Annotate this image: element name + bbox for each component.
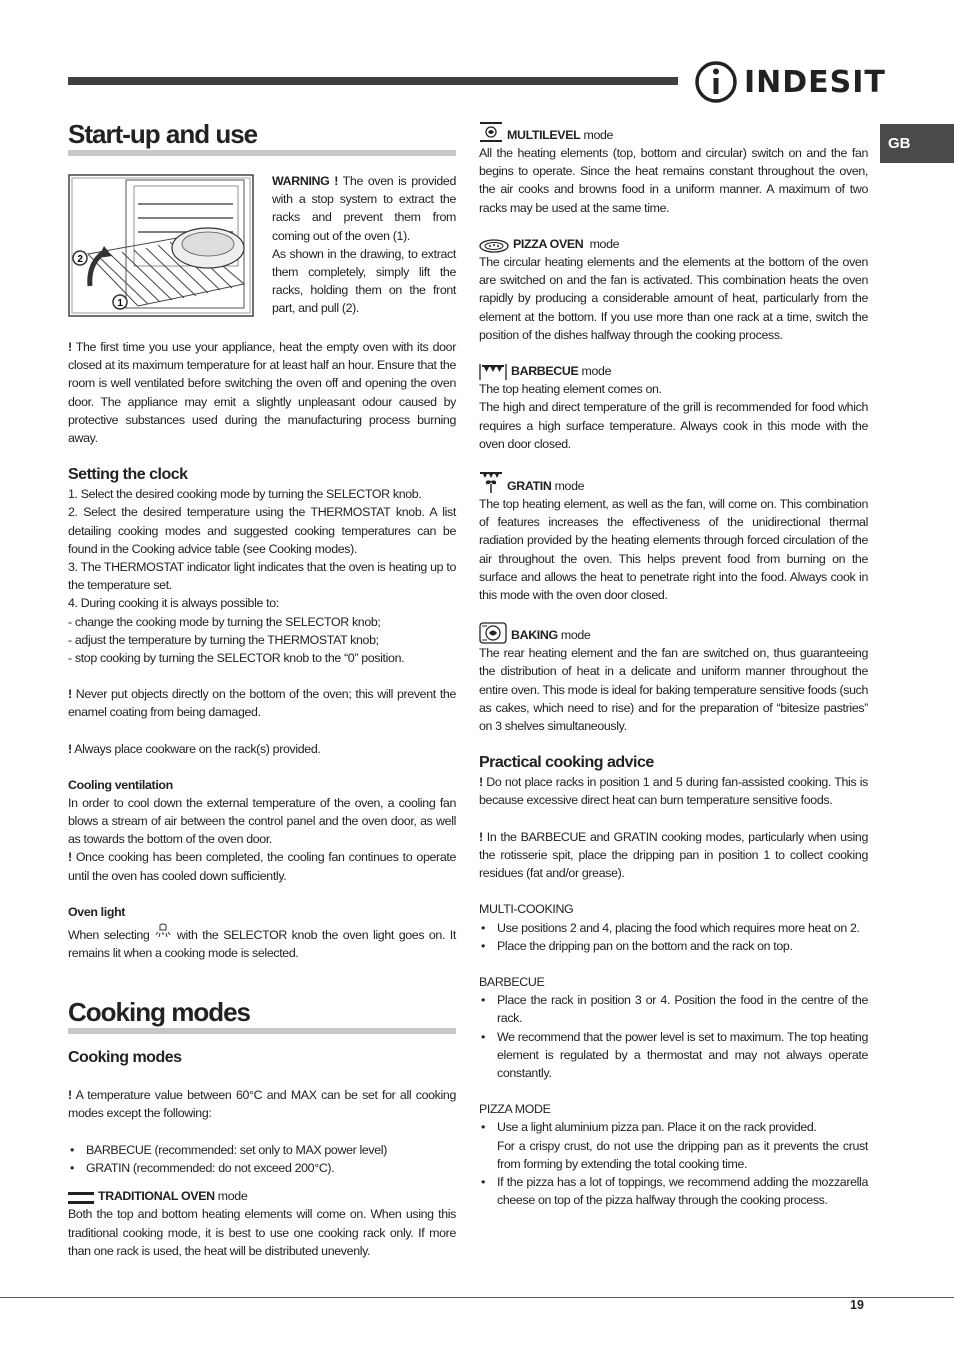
exclamation-mark: ! bbox=[68, 850, 72, 865]
mode-word: mode bbox=[217, 1189, 248, 1204]
barbecue-mode-heading bbox=[479, 362, 868, 380]
figure-label-2: 2 bbox=[77, 254, 83, 265]
pizza-mode-text: The circular heating elements and the elements at the bottom of the oven are switched on and the fan is activated. This combination heats the oven rapidly by producing a considerable amount of heat, particularly from the element at the bottom. If you use more than one rack at a time, switch the position of the dishes halfway through the cooking process. bbox=[479, 255, 868, 342]
clock-step-4: 4. During cooking it is always possible to: bbox=[68, 596, 279, 611]
bullet: • bbox=[481, 938, 485, 953]
pizza-mode-name: PIZZA OVEN bbox=[513, 236, 584, 251]
multilevel-icon bbox=[479, 120, 503, 144]
list-item bbox=[479, 991, 868, 1027]
list-item bbox=[68, 1141, 456, 1159]
mode-word: mode bbox=[581, 364, 612, 379]
warning-paragraph bbox=[272, 172, 456, 318]
cooling-title: Cooling ventilation bbox=[68, 777, 173, 792]
pizza-advice-item-1b: For a crispy crust, do not use the dripping pan as it prevents the crust from forming by extending the total cooking time. bbox=[497, 1138, 868, 1171]
exception-barbecue: BARBECUE (recommended: set only to MAX power level) bbox=[86, 1142, 387, 1157]
gratin-mode-text: The top heating element, as well as the fan, will come on. This combination of features increases the effectiveness of the unidirectional thermal radiation provided by the heating elements through forced circulation of the air throughout the oven. This helps prevent food from burning on the surface and allows the heat to penetrate right into the food. Always cook in this mode with the oven door closed. bbox=[479, 497, 868, 603]
clock-step-2: 2. Select the desired temperature using the THERMOSTAT knob. A list detailing cooking modes and suggested cooking temperatures can be found in the Cooking advice table (see Cooking modes). bbox=[68, 505, 456, 556]
advice-title: Practical cooking advice bbox=[479, 754, 654, 772]
pizza-advice-list bbox=[479, 1118, 868, 1209]
multi-cooking-list bbox=[479, 919, 868, 955]
left-column bbox=[68, 118, 456, 1260]
multilevel-mode-text: All the heating elements (top, bottom and circular) switch on and the fan begins to operate. Since the heat remains constant throughout the oven, the air cooks and browns food in a uniform manner. A maximum of two racks may be used at the same time. bbox=[479, 146, 868, 215]
oven-light-text-after: with the SELECTOR knob the oven light goes on. It remains lit when a cooking mode is selected. bbox=[68, 927, 456, 961]
list-item bbox=[479, 1173, 868, 1209]
cooking-modes-title: Cooking modes bbox=[68, 996, 456, 1034]
temperature-note bbox=[68, 1086, 456, 1122]
bullet: • bbox=[70, 1160, 74, 1175]
cookware-text: Always place cookware on the rack(s) provided. bbox=[71, 741, 321, 756]
list-item bbox=[479, 937, 868, 955]
barbecue-icon bbox=[479, 364, 507, 380]
pizza-advice-item-2: If the pizza has a lot of toppings, we recommend adding the mozzarella cheese on top of the pizza halfway through the cooking process. bbox=[497, 1174, 868, 1208]
brand-wordmark: INDESIT bbox=[744, 64, 886, 100]
language-tab: GB bbox=[880, 124, 954, 163]
exclamation-mark: ! bbox=[479, 775, 483, 790]
exclamation-mark: ! bbox=[68, 1088, 72, 1103]
baking-icon bbox=[479, 622, 507, 644]
startup-title: Start-up and use bbox=[68, 118, 456, 156]
warning-text: The oven is provided with a stop system to extract the racks and prevent them from coming out of the oven (1). bbox=[272, 174, 456, 243]
exclamation-mark: ! bbox=[68, 741, 72, 756]
brand-logo bbox=[694, 58, 886, 106]
oven-light-title: Oven light bbox=[68, 904, 126, 919]
bullet: • bbox=[481, 1174, 485, 1189]
clock-step-1: 1. Select the desired cooking mode by turning the SELECTOR knob. bbox=[68, 487, 422, 502]
baking-mode-text: The rear heating element and the fan are switched on, thus guaranteeing the distribution of heat in a delicate and uniform manner throughout the entire oven. This mode is ideal for baking temperature sensitive foods (such as cakes, which need to rise) and for the preparation of “bitesize pastries” on 3 shelves simultaneously. bbox=[479, 646, 868, 734]
pizza-mode-heading bbox=[479, 235, 868, 253]
clock-option-2: - adjust the temperature by turning the THERMOSTAT knob; bbox=[68, 632, 379, 647]
exception-list bbox=[68, 1141, 456, 1177]
cooking-modes-subtitle: Cooking modes bbox=[68, 1049, 182, 1067]
traditional-mode-name: TRADITIONAL OVEN bbox=[98, 1189, 215, 1204]
multi-cooking-item-2: Place the dripping pan on the bottom and the rack on top. bbox=[497, 938, 793, 953]
cooling-note-text: Once cooking has been completed, the cooling fan continues to operate until the oven has cooled down sufficiently. bbox=[68, 850, 456, 883]
advice-note-2-text: In the BARBECUE and GRATIN cooking modes, particularly when using the rotisserie spit, place the dripping pan in position 1 to collect cooking residues (fat and/or grease). bbox=[479, 829, 868, 881]
barbecue-advice-list bbox=[479, 991, 868, 1082]
clock-title: Setting the clock bbox=[68, 466, 188, 484]
temperature-note-text: A temperature value between 60°C and MAX can be set for all cooking modes except the following: bbox=[68, 1088, 456, 1121]
advice-note-1-text: Do not place racks in position 1 and 5 during fan-assisted cooking. This is because excessive direct heat can burn temperature sensitive foods. bbox=[479, 775, 868, 808]
rack-extraction-figure bbox=[68, 174, 254, 317]
cooling-text: In order to cool down the external temperature of the oven, a cooling fan blows a stream of air between the control panel and the oven door, as well as towards the bottom of the oven door. bbox=[68, 795, 456, 847]
bullet: • bbox=[481, 993, 485, 1008]
bottom-objects-text: Never put objects directly on the bottom of the oven; this will prevent the enamel coating from being damaged. bbox=[68, 687, 456, 720]
exclamation-mark: ! bbox=[68, 340, 72, 354]
exception-gratin: GRATIN (recommended: do not exceed 200°C). bbox=[86, 1160, 335, 1175]
multi-cooking-title: MULTI-COOKING bbox=[479, 902, 574, 917]
bottom-objects-note bbox=[68, 685, 456, 721]
list-item bbox=[68, 1159, 456, 1177]
bullet: • bbox=[481, 1029, 485, 1044]
list-item bbox=[479, 1028, 868, 1083]
multilevel-mode-name: MULTILEVEL bbox=[507, 127, 581, 142]
first-time-note bbox=[68, 338, 456, 447]
pizza-advice-item-1: Use a light aluminium pizza pan. Place it on the rack provided. bbox=[497, 1120, 817, 1135]
warning-text-2: As shown in the drawing, to extract them completely, simply lift the racks, holding them on the front part, and pull (2). bbox=[272, 246, 456, 316]
pizza-advice-title: PIZZA MODE bbox=[479, 1102, 551, 1117]
indesit-i-icon bbox=[694, 58, 738, 106]
pizza-oven-icon bbox=[479, 239, 509, 253]
gratin-mode-heading bbox=[479, 471, 868, 495]
list-item bbox=[479, 1118, 868, 1173]
header-bar bbox=[68, 77, 678, 85]
bullet: • bbox=[70, 1142, 74, 1157]
cookware-note bbox=[68, 740, 456, 758]
advice-note-2 bbox=[479, 828, 868, 883]
lamp-icon bbox=[154, 923, 172, 941]
warning-block bbox=[68, 172, 456, 332]
barbecue-advice-item-2: We recommend that the power level is set to maximum. The top heating element is regulated by a thermostat and may not always operate constantly. bbox=[497, 1029, 868, 1080]
barbecue-mode-text-2: The high and direct temperature of the grill is recommended for food which requires a high surface temperature. Always cook in this mode with the oven door closed. bbox=[479, 400, 868, 451]
bullet: • bbox=[481, 920, 485, 935]
barbecue-advice-title: BARBECUE bbox=[479, 974, 545, 989]
cooling-note bbox=[68, 848, 456, 884]
gratin-icon bbox=[479, 471, 503, 495]
warning-label: WARNING ! bbox=[272, 174, 339, 188]
clock-step-3: 3. The THERMOSTAT indicator light indicates that the oven is heating up to the temperature set. bbox=[68, 560, 456, 593]
page-number: 19 bbox=[850, 1298, 864, 1312]
list-item bbox=[479, 919, 868, 937]
gratin-mode-name: GRATIN bbox=[507, 478, 552, 493]
first-time-text: The first time you use your appliance, heat the empty oven with its door closed at its maximum temperature for at least half an hour. Ensure that the room is well ventilated before switching the oven off and opening the oven door. The appliance may emit a slightly unpleasant odour caused by protective substances used during the manufacturing process burning away. bbox=[68, 340, 456, 446]
advice-note-1 bbox=[479, 773, 868, 809]
oven-light-text-before: When selecting bbox=[68, 927, 155, 942]
mode-word: mode bbox=[554, 478, 585, 493]
exclamation-mark: ! bbox=[68, 687, 72, 702]
mode-word: mode bbox=[583, 127, 614, 142]
clock-option-3: - stop cooking by turning the SELECTOR knob to the “0” position. bbox=[68, 651, 405, 666]
baking-mode-name: BAKING bbox=[511, 628, 558, 643]
right-column bbox=[479, 120, 868, 1209]
baking-mode-heading bbox=[479, 622, 868, 644]
traditional-mode-heading bbox=[68, 1187, 456, 1205]
multilevel-mode-heading bbox=[479, 120, 868, 144]
traditional-mode-text: Both the top and bottom heating elements will come on. When using this traditional cooking mode, it is best to use one cooking rack only. If more than one rack is used, the heat will be distributed unevenly. bbox=[68, 1207, 456, 1258]
bullet: • bbox=[481, 1120, 485, 1135]
footer-rule bbox=[0, 1297, 954, 1298]
mode-word: mode bbox=[560, 628, 591, 643]
barbecue-advice-item-1: Place the rack in position 3 or 4. Position the food in the centre of the rack. bbox=[497, 993, 868, 1026]
clock-option-1: - change the cooking mode by turning the SELECTOR knob; bbox=[68, 614, 381, 629]
figure-label-1: 1 bbox=[117, 298, 123, 309]
mode-word: mode bbox=[589, 236, 620, 251]
barbecue-mode-name: BARBECUE bbox=[511, 364, 579, 379]
barbecue-mode-text-1: The top heating element comes on. bbox=[479, 382, 662, 397]
multi-cooking-item-1: Use positions 2 and 4, placing the food which requires more heat on 2. bbox=[497, 920, 860, 935]
traditional-oven-icon bbox=[68, 1191, 94, 1205]
oven-light-text bbox=[68, 923, 456, 962]
exclamation-mark: ! bbox=[479, 829, 483, 844]
